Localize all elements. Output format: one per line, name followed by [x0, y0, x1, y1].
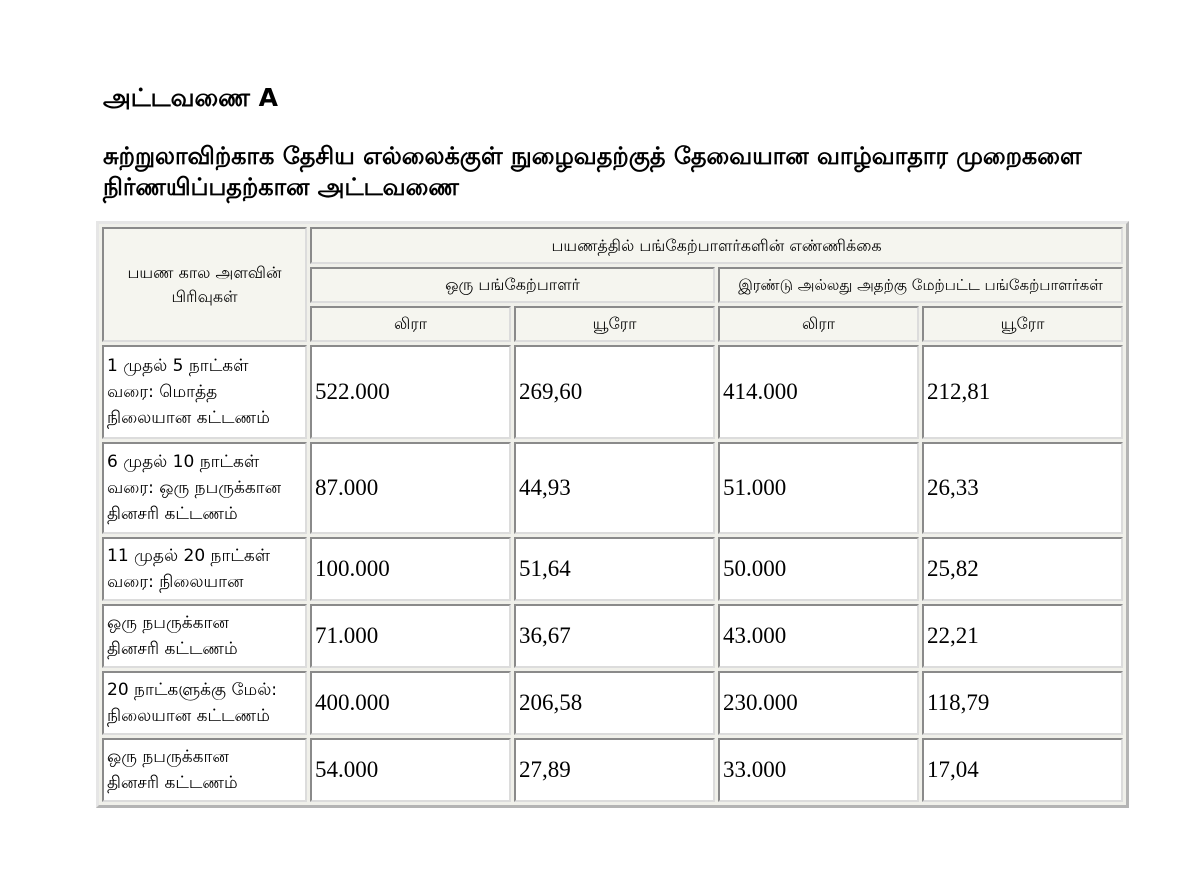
row-label-line: 20 நாட்களுக்கு மேல்:	[107, 680, 278, 700]
value-cell-euro-many: 22,21	[922, 604, 1123, 668]
value-cell-lira-many: 414.000	[718, 345, 919, 439]
row-label-line: ஒரு நபருக்கான	[107, 747, 229, 767]
value-cell-lira-one: 54.000	[310, 738, 511, 802]
value-cell-euro-one: 44,93	[514, 442, 715, 534]
currency-header-euro-2: யூரோ	[922, 306, 1123, 342]
value-cell-euro-one: 206,58	[514, 671, 715, 735]
row-label-line: 6 முதல் 10 நாட்கள்	[107, 452, 260, 472]
row-label-line: ஒரு நபருக்கான	[107, 613, 229, 633]
row-label-line: வரை: ஒரு நபருக்கான	[107, 478, 282, 498]
value-cell-euro-many: 212,81	[922, 345, 1123, 439]
value-cell-euro-many: 25,82	[922, 537, 1123, 601]
value-cell-euro-many: 118,79	[922, 671, 1123, 735]
value-cell-lira-many: 51.000	[718, 442, 919, 534]
value-cell-euro-one: 51,64	[514, 537, 715, 601]
value-cell-lira-many: 50.000	[718, 537, 919, 601]
table-row	[102, 671, 1123, 735]
table-row	[102, 345, 1123, 439]
row-label	[102, 671, 307, 735]
table-row	[102, 537, 1123, 601]
table-row	[102, 738, 1123, 802]
value-cell-euro-many: 17,04	[922, 738, 1123, 802]
value-cell-lira-one: 400.000	[310, 671, 511, 735]
document-heading: அட்டவணை A	[103, 83, 279, 112]
row-label-line: 11 முதல் 20 நாட்கள்	[107, 546, 271, 566]
value-cell-lira-one: 87.000	[310, 442, 511, 534]
currency-header-lira-1: லிரா	[310, 306, 511, 342]
currency-header-euro-1: யூரோ	[514, 306, 715, 342]
row-label	[102, 604, 307, 668]
header-row-group	[102, 227, 1123, 264]
row-label	[102, 442, 307, 534]
row-label-line: வரை: மொத்த	[107, 382, 218, 402]
document-title: சுற்றுலாவிற்காக தேசிய எல்லைக்குள் நுழைவதற்குத் தேவையான வாழ்வாதார முறைகளை நிர்ணயிப்பதற்கான அட்டவணை	[103, 142, 1082, 201]
value-cell-lira-many: 230.000	[718, 671, 919, 735]
currency-header-lira-2: லிரா	[718, 306, 919, 342]
row-label-line: தினசரி கட்டணம்	[107, 773, 238, 793]
value-cell-lira-one: 100.000	[310, 537, 511, 601]
group-header-cell: பயணத்தில் பங்கேற்பாளர்களின் எண்ணிக்கை	[310, 227, 1123, 264]
value-cell-lira-many: 43.000	[718, 604, 919, 668]
row-label-line: நிலையான கட்டணம்	[107, 706, 270, 726]
row-label-line: தினசரி கட்டணம்	[107, 504, 238, 524]
two-or-more-participants-header: இரண்டு அல்லது அதற்கு மேற்பட்ட பங்கேற்பாளர்கள்	[718, 267, 1123, 303]
corner-header-cell: பயண கால அளவின் பிரிவுகள்	[102, 227, 307, 342]
row-label-line: நிலையான கட்டணம்	[107, 408, 270, 428]
row-label-line: தினசரி கட்டணம்	[107, 639, 238, 659]
value-cell-lira-many: 33.000	[718, 738, 919, 802]
value-cell-euro-one: 27,89	[514, 738, 715, 802]
value-cell-euro-one: 36,67	[514, 604, 715, 668]
row-label	[102, 537, 307, 601]
row-label	[102, 345, 307, 439]
row-label-line: வரை: நிலையான	[107, 572, 244, 592]
value-cell-lira-one: 522.000	[310, 345, 511, 439]
row-label-line: 1 முதல் 5 நாட்கள்	[107, 356, 249, 376]
table-row	[102, 604, 1123, 668]
value-cell-euro-many: 26,33	[922, 442, 1123, 534]
one-participant-header: ஒரு பங்கேற்பாளர்	[310, 267, 715, 303]
table-row	[102, 442, 1123, 534]
value-cell-lira-one: 71.000	[310, 604, 511, 668]
subsistence-table	[96, 221, 1129, 808]
row-label	[102, 738, 307, 802]
value-cell-euro-one: 269,60	[514, 345, 715, 439]
